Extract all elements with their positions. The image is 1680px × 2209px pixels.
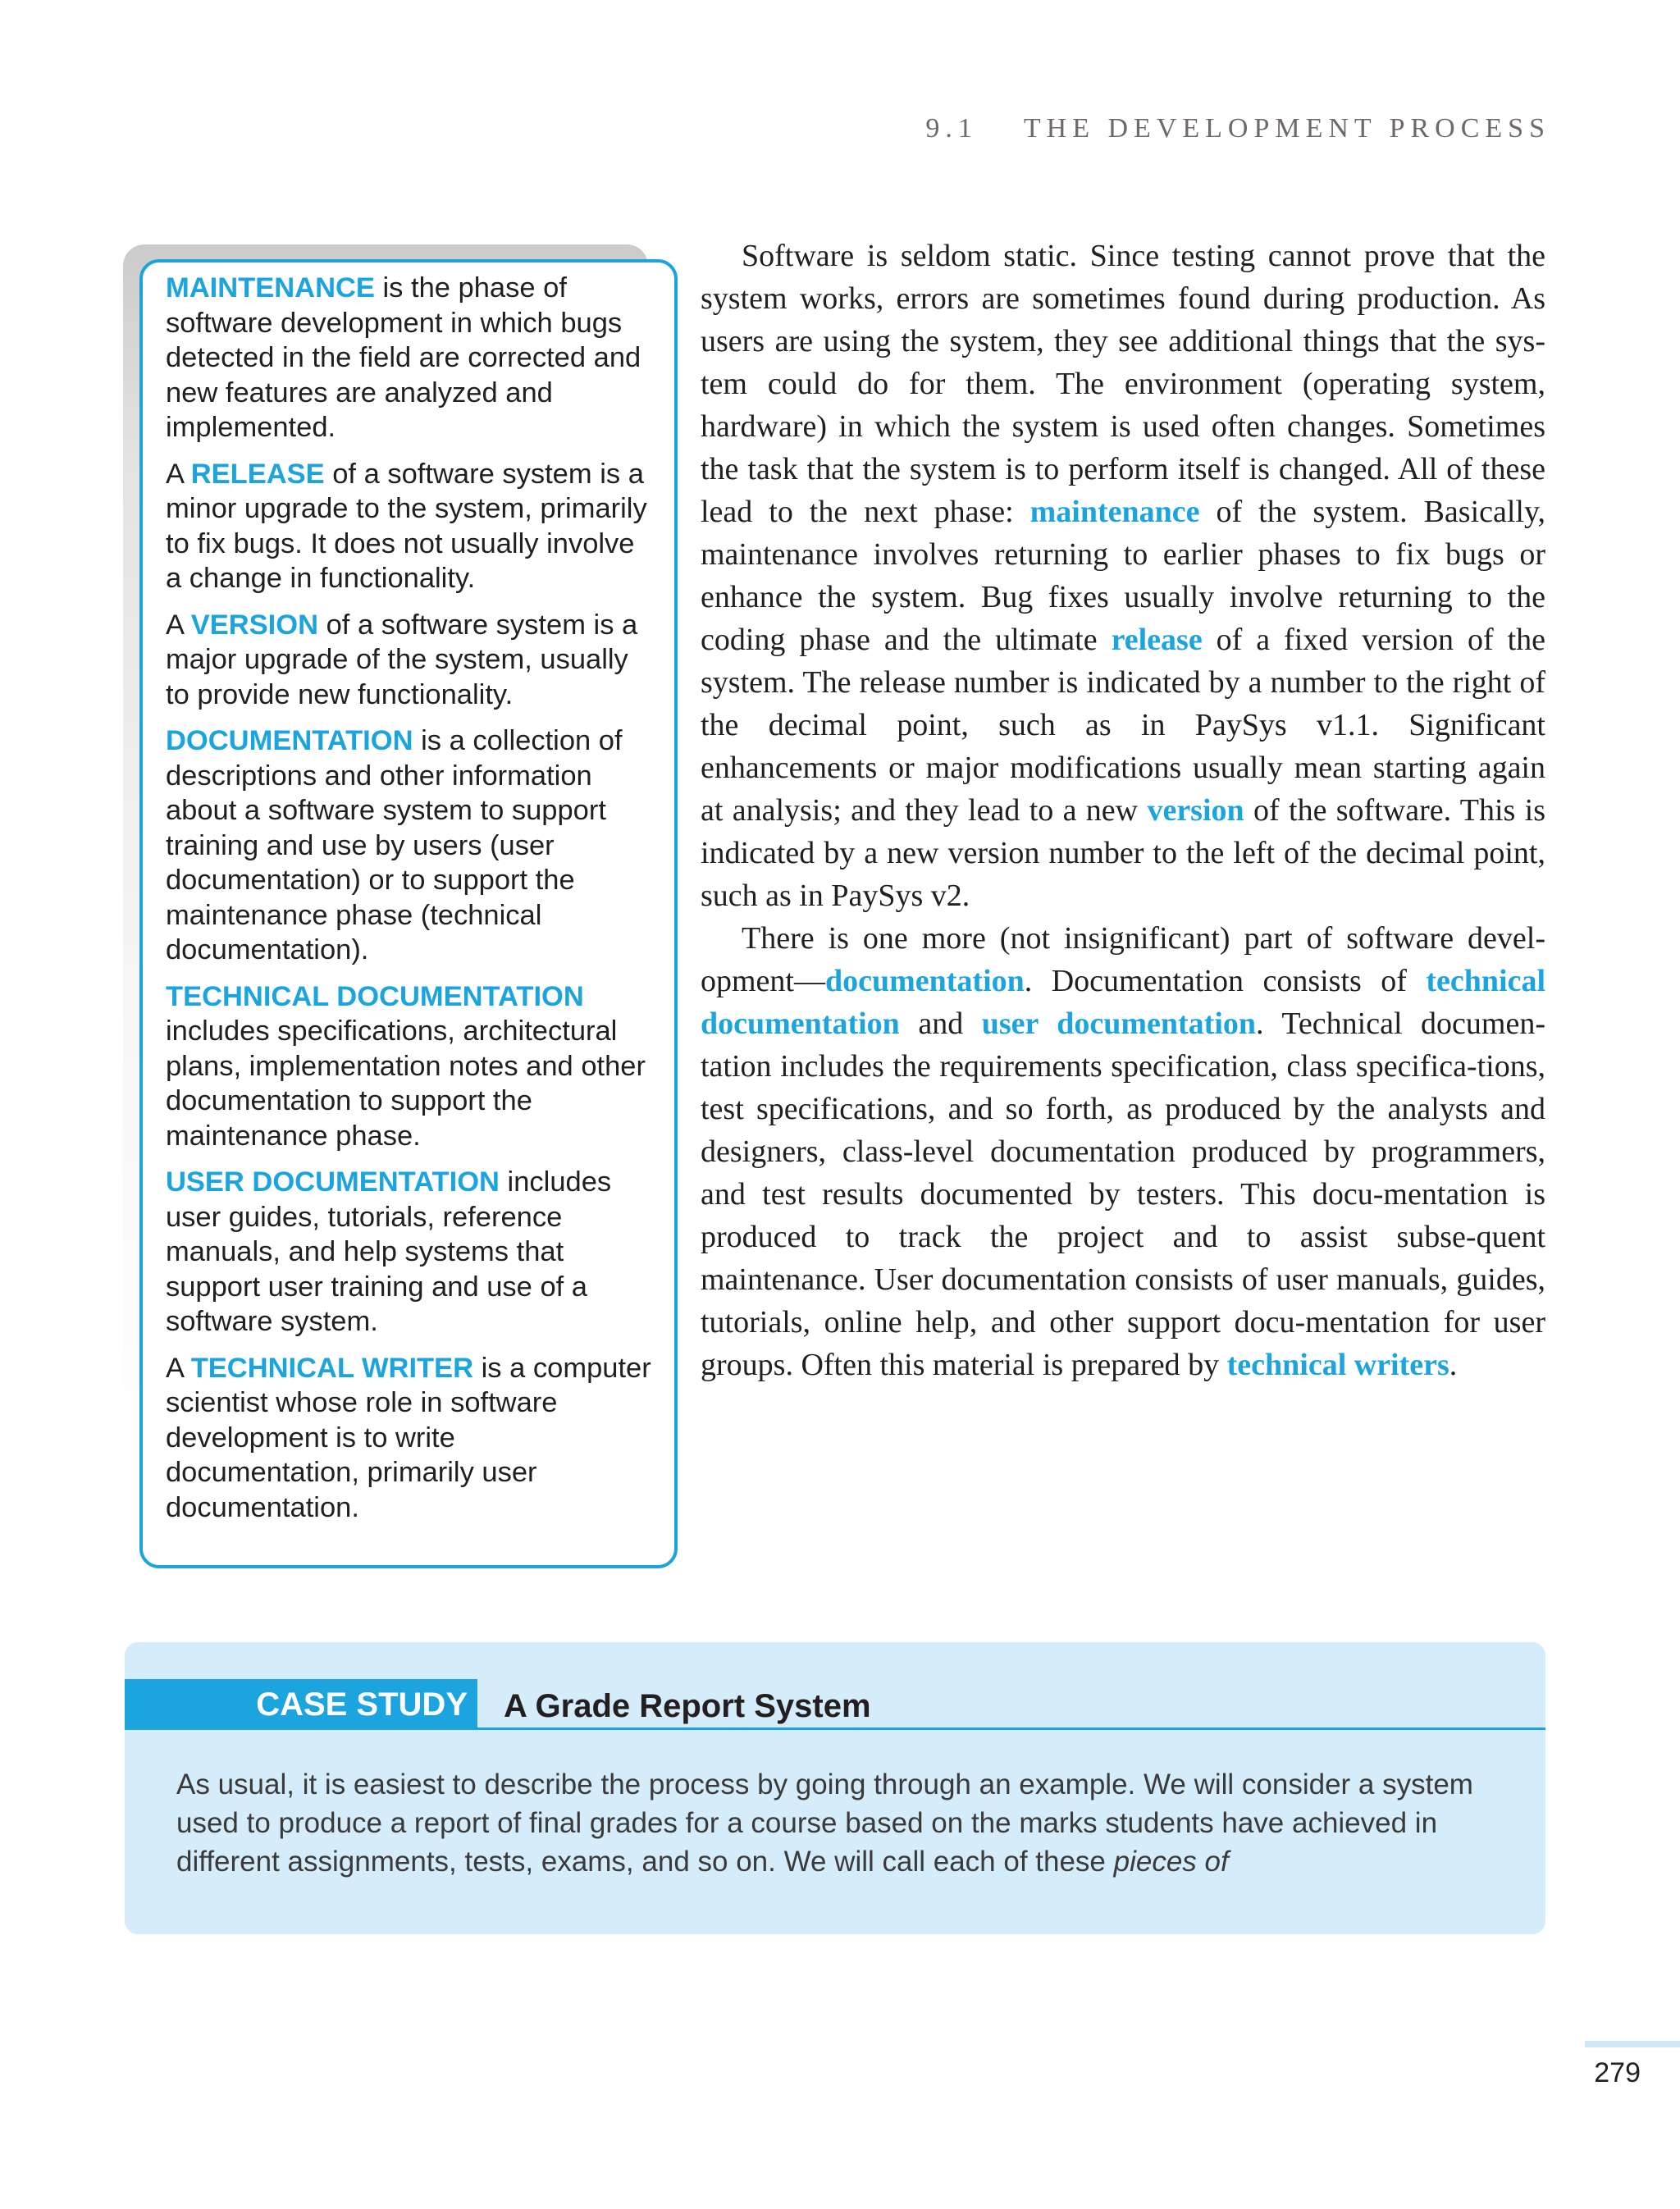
case-study-rule bbox=[477, 1727, 1545, 1730]
glossary-sidebar bbox=[139, 259, 678, 1568]
page-number: 279 bbox=[1594, 2057, 1641, 2088]
case-study-box bbox=[125, 1642, 1545, 1934]
definition-user-documentation: USER DOCUMENTATION includes user guides, tutorials, reference manuals, and help systems that support user training and use of a software system. bbox=[166, 1166, 612, 1337]
section-title: THE DEVELOPMENT PROCESS bbox=[1023, 113, 1550, 144]
definition-version: A VERSION of a software system is a major upgrade of the system, usually to provide new functionality. bbox=[166, 609, 638, 710]
term-technical-documentation: TECHNICAL DOCUMENTATION bbox=[166, 980, 584, 1012]
definition-maintenance: MAINTENANCE is the phase of software development in which bugs detected in the field are corrected and new features are analyzed and implemented. bbox=[166, 272, 641, 443]
keyword-maintenance: maintenance bbox=[1029, 495, 1200, 529]
definition-documentation: DOCUMENTATION is a collection of descriptions and other information about a software system to support training and use by users (user documentation) or to support the maintenance phase (technical documentation). bbox=[166, 725, 623, 965]
keyword-technical-writers: technical writers bbox=[1226, 1348, 1449, 1382]
folio-bar bbox=[1585, 2041, 1680, 2047]
case-study-text: As usual, it is easiest to describe the process by going through an example. We will consider a system used to produce a report of final grades for a course based on the marks students have achieved in different assignments, tests, exams, and so on. We will call each of these pieces of bbox=[176, 1769, 1473, 1878]
case-study-title: A Grade Report System bbox=[504, 1688, 871, 1724]
keyword-documentation: documentation bbox=[824, 964, 1025, 998]
definition-technical-documentation: TECHNICAL DOCUMENTATION includes specifications, architectural plans, implementation notes and other documentation to support the maintenance phase. bbox=[166, 980, 646, 1152]
term-documentation: DOCUMENTATION bbox=[166, 725, 413, 756]
body-text bbox=[701, 235, 1545, 1386]
body-paragraph-1: Software is seldom static. Since testing cannot prove that the system works, errors are sometimes found during production. As users are using the system, they see additional things that the sys-tem could do for them. The environment (operating system, hardware) in which the system is used often changes. Sometimes the task that the system is to perform itself is changed. All of these lead to the next phase: maintenance of the system. Basically, maintenance involves returning to earlier phases to fix bugs or enhance the system. Bug fixes usually involve returning to the coding phase and the ultimate release of a fixed version of the system. The release number is indicated by a number to the right of the decimal point, such as in PaySys v1.1. Significant enhancements or major modifications usually mean starting again at analysis; and they lead to a new version of the software. This is indicated by a new version number to the left of the decimal point, such as in PaySys v2. bbox=[701, 239, 1546, 913]
term-version: VERSION bbox=[190, 609, 318, 641]
section-number: 9.1 bbox=[925, 113, 978, 144]
keyword-user-documentation: user documentation bbox=[981, 1006, 1257, 1041]
term-technical-writer: TECHNICAL WRITER bbox=[190, 1352, 474, 1384]
case-study-label: CASE STUDY bbox=[125, 1679, 477, 1730]
keyword-release: release bbox=[1111, 623, 1203, 657]
keyword-technical-documentation: technical documentation bbox=[701, 964, 1545, 1041]
definition-technical-writer: A TECHNICAL WRITER is a computer scientist whose role in software development is to write documentation, primarily user documentation. bbox=[166, 1352, 651, 1523]
keyword-version: version bbox=[1147, 793, 1244, 828]
term-user-documentation: USER DOCUMENTATION bbox=[166, 1166, 500, 1198]
term-maintenance: MAINTENANCE bbox=[166, 272, 375, 304]
running-head bbox=[902, 113, 1550, 144]
term-release: RELEASE bbox=[190, 458, 325, 490]
body-paragraph-2: There is one more (not insignificant) part of software devel-opment—documentation. Documentation consists of technical documentation and user documentation. Technical documen-tation includes the requirements specification, class specifica-tions, test specifications, and so forth, as produced by the analysts and designers, class-level documentation produced by programmers, and test results documented by testers. This docu-mentation is produced to track the project and to assist subse-quent maintenance. User documentation consists of user manuals, guides, tutorials, online help, and other support docu-mentation for user groups. Often this material is prepared by technical writers. bbox=[701, 921, 1545, 1382]
definition-release: A RELEASE of a software system is a minor upgrade to the system, primarily to fix bugs. It does not usually involve a change in functionality. bbox=[166, 458, 647, 594]
